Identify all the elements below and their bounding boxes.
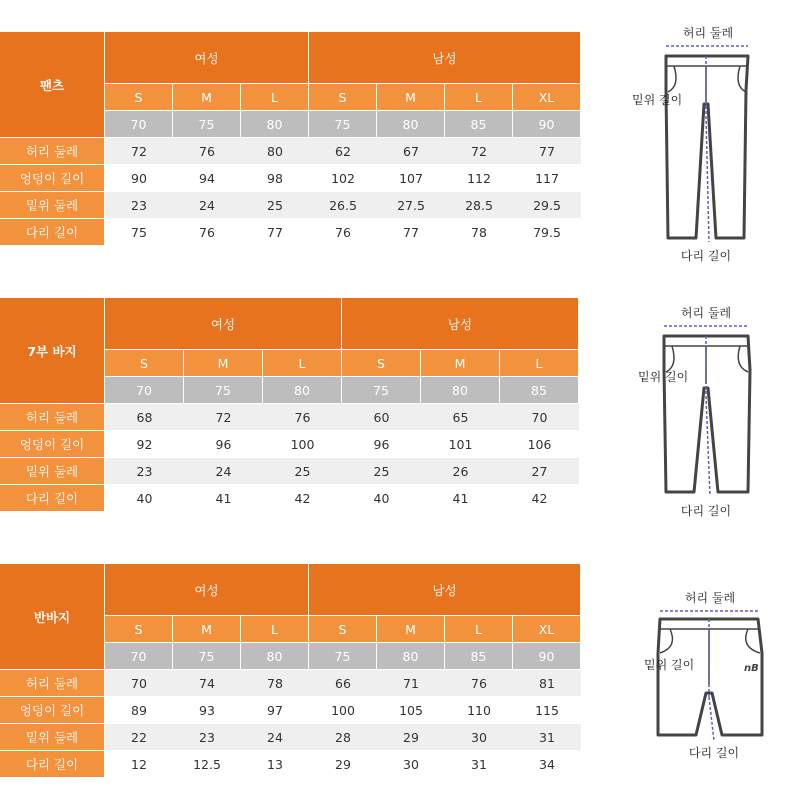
cell: 100 [263,431,342,458]
cell: 78 [241,670,309,697]
pants-size-table [0,32,581,246]
row-label: 엉덩이 길이 [0,165,105,192]
cell: 67 [377,138,445,165]
row-label: 밑위 둘레 [0,192,105,219]
size-code: 75 [184,377,263,404]
size-code: 85 [445,643,513,670]
cell: 30 [445,724,513,751]
table-row [0,192,581,219]
size-code: 85 [500,377,579,404]
cell: 26.5 [309,192,377,219]
cell: 93 [173,697,241,724]
cell: 24 [241,724,309,751]
size-letter: S [309,616,377,643]
size-code: 75 [173,111,241,138]
cell: 76 [173,219,241,246]
waist-label: 허리 둘레 [682,26,734,40]
women-header: 여성 [105,564,309,616]
size-letter: M [421,350,500,377]
cell: 25 [263,458,342,485]
size-letter: L [241,84,309,111]
table-row [0,697,581,724]
cell: 31 [445,751,513,778]
cell: 72 [184,404,263,431]
cell: 65 [421,404,500,431]
shorts-icon [630,585,790,770]
cell: 110 [445,697,513,724]
cell: 94 [173,165,241,192]
size-code: 90 [513,643,581,670]
size-table [0,564,581,778]
size-code: 90 [513,111,581,138]
cell: 89 [105,697,173,724]
cell: 117 [513,165,581,192]
size-code: 75 [309,111,377,138]
cell: 41 [421,485,500,512]
row-label: 허리 둘레 [0,670,105,697]
size-code: 80 [241,643,309,670]
size-letter: S [105,84,173,111]
cropped-pants-size-table [0,298,579,512]
cell: 79.5 [513,219,581,246]
cell: 22 [105,724,173,751]
men-header: 남성 [309,564,581,616]
cell: 92 [105,431,184,458]
cell: 12.5 [173,751,241,778]
waist-label: 허리 둘레 [684,591,736,605]
cell: 100 [309,697,377,724]
cell: 72 [105,138,173,165]
size-letter: S [105,350,184,377]
cell: 70 [105,670,173,697]
long-pants-icon [630,20,790,270]
leg-label: 다리 길이 [688,746,740,760]
rise-label: 밑위 길이 [638,370,689,384]
table-row [0,724,581,751]
table-row [0,219,581,246]
size-table [0,32,581,246]
cell: 29 [377,724,445,751]
size-letter: S [309,84,377,111]
category-label: 팬츠 [0,32,105,138]
cell: 42 [263,485,342,512]
pants-outline [664,336,750,492]
size-letter: L [241,616,309,643]
cell: 76 [173,138,241,165]
cell: 31 [513,724,581,751]
size-code: 80 [263,377,342,404]
cell: 107 [377,165,445,192]
size-letter: L [263,350,342,377]
table-row [0,670,581,697]
cell: 34 [513,751,581,778]
row-label: 밑위 둘레 [0,724,105,751]
cropped-pants-icon [630,300,790,525]
cell: 76 [263,404,342,431]
size-code: 80 [377,111,445,138]
cell: 75 [105,219,173,246]
row-label: 허리 둘레 [0,138,105,165]
size-code: 75 [173,643,241,670]
cell: 60 [342,404,421,431]
cell: 68 [105,404,184,431]
cell: 81 [513,670,581,697]
men-header: 남성 [309,32,581,84]
women-header: 여성 [105,32,309,84]
cell: 42 [500,485,579,512]
cell: 23 [105,192,173,219]
row-label: 다리 길이 [0,751,105,778]
cell: 41 [184,485,263,512]
cell: 106 [500,431,579,458]
size-code: 70 [105,377,184,404]
row-label: 허리 둘레 [0,404,105,431]
row-label: 밑위 둘레 [0,458,105,485]
cell: 77 [513,138,581,165]
shorts-measurement-diagram [630,585,790,770]
cell: 96 [184,431,263,458]
size-code: 75 [309,643,377,670]
cell: 71 [377,670,445,697]
cell: 78 [445,219,513,246]
size-table [0,298,579,512]
leg-label: 다리 길이 [680,249,732,263]
size-code: 70 [105,643,173,670]
category-label: 7부 바지 [0,298,105,404]
cell: 76 [309,219,377,246]
cell: 96 [342,431,421,458]
row-label: 엉덩이 길이 [0,431,105,458]
size-letter: L [500,350,579,377]
row-label: 다리 길이 [0,485,105,512]
size-code: 80 [241,111,309,138]
cell: 27 [500,458,579,485]
cell: 24 [184,458,263,485]
cell: 102 [309,165,377,192]
row-label: 엉덩이 길이 [0,697,105,724]
cell: 77 [377,219,445,246]
shorts-size-table [0,564,581,778]
table-row [0,138,581,165]
size-letter: S [105,616,173,643]
women-header: 여성 [105,298,342,350]
cell: 97 [241,697,309,724]
table-row [0,404,579,431]
cell: 74 [173,670,241,697]
men-header: 남성 [342,298,579,350]
cell: 12 [105,751,173,778]
cell: 26 [421,458,500,485]
size-letter: M [377,616,445,643]
table-row [0,485,579,512]
size-code: 85 [445,111,513,138]
category-label: 반바지 [0,564,105,670]
table-row [0,165,581,192]
cell: 23 [105,458,184,485]
cell: 70 [500,404,579,431]
cell: 66 [309,670,377,697]
cell: 115 [513,697,581,724]
cell: 29.5 [513,192,581,219]
leg-label: 다리 길이 [680,504,732,518]
cell: 90 [105,165,173,192]
cropped-pants-measurement-diagram [630,300,790,525]
pants-measurement-diagram [630,20,790,270]
size-letter: M [173,616,241,643]
row-label: 다리 길이 [0,219,105,246]
cell: 77 [241,219,309,246]
cell: 28 [309,724,377,751]
cell: 28.5 [445,192,513,219]
table-row [0,751,581,778]
size-letter: XL [513,84,581,111]
size-letter: L [445,616,513,643]
size-letter: XL [513,616,581,643]
size-code: 80 [377,643,445,670]
cell: 29 [309,751,377,778]
cell: 62 [309,138,377,165]
rise-label: 밑위 길이 [632,93,683,107]
cell: 13 [241,751,309,778]
cell: 101 [421,431,500,458]
cell: 25 [241,192,309,219]
cell: 98 [241,165,309,192]
size-code: 75 [342,377,421,404]
cell: 23 [173,724,241,751]
size-letter: L [445,84,513,111]
table-row [0,458,579,485]
cell: 30 [377,751,445,778]
size-code: 80 [421,377,500,404]
table-row [0,431,579,458]
size-code: 70 [105,111,173,138]
cell: 112 [445,165,513,192]
size-letter: M [184,350,263,377]
cell: 25 [342,458,421,485]
size-letter: S [342,350,421,377]
cell: 72 [445,138,513,165]
cell: 105 [377,697,445,724]
rise-label: 밑위 길이 [644,658,695,672]
size-letter: M [173,84,241,111]
cell: 40 [105,485,184,512]
cell: 24 [173,192,241,219]
size-letter: M [377,84,445,111]
cell: 27.5 [377,192,445,219]
cell: 40 [342,485,421,512]
cell: 76 [445,670,513,697]
cell: 80 [241,138,309,165]
waist-label: 허리 둘레 [680,306,732,320]
brand-logo-icon: nB [744,663,759,674]
